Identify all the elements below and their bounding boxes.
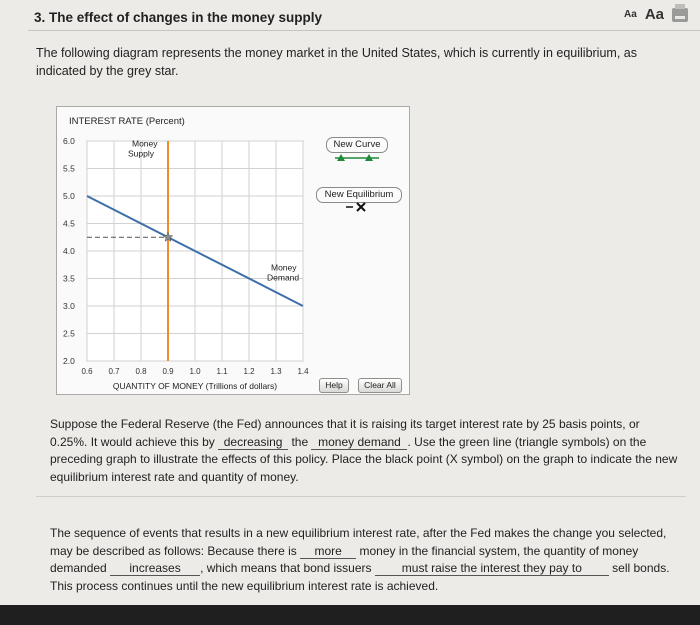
policy-text-3: . Use the green line (triangle symbols) on the preceding graph to illustrate the effects of this policy. Place the black point (X symbol) on the graph to indicate the new equilibrium interest rate and quantity of money.	[50, 434, 678, 484]
section-divider	[36, 496, 686, 497]
intro-text: The following diagram represents the money market in the United States, which is currently in equilibrium, as indicated by the grey star.	[36, 46, 637, 78]
policy-action-dropdown[interactable]: decreasing	[218, 435, 288, 450]
y-tick-label: 4.0	[63, 246, 75, 256]
x-tick-label: 0.7	[108, 367, 120, 376]
y-tick-label: 6.0	[63, 136, 75, 146]
money-demand-label: Demand	[267, 272, 300, 283]
money-supply-label: Supply	[128, 148, 154, 159]
bond-issuer-dropdown[interactable]: must raise the interest they pay to	[375, 561, 609, 576]
font-size-small-button[interactable]: Aa	[624, 9, 637, 20]
question-title: 3. The effect of changes in the money supply	[34, 10, 323, 25]
sequence-paragraph	[50, 525, 680, 595]
font-size-large-button[interactable]: Aa	[644, 6, 664, 23]
print-icon[interactable]	[672, 8, 688, 22]
new-curve-tool[interactable]	[326, 137, 388, 153]
money-supply-label: Money	[132, 138, 158, 149]
policy-text-2: the	[291, 434, 309, 449]
x-tick-label: 1.0	[189, 367, 201, 376]
bottom-bar	[0, 605, 700, 625]
y-axis-title: INTEREST RATE (Percent)	[69, 116, 185, 127]
new-curve-icon[interactable]	[333, 152, 381, 162]
new-curve-label: New Curve	[333, 139, 381, 150]
new-equilibrium-icon[interactable]	[345, 202, 371, 212]
y-tick-label: 3.0	[63, 301, 75, 311]
quantity-change-dropdown[interactable]: increases	[110, 561, 200, 576]
help-button[interactable]: Help	[319, 378, 349, 393]
policy-text-1: Suppose the Federal Reserve (the Fed) announces that it is raising its target interest rate by 25 basis points, or 0.25%. It would achieve this by	[50, 417, 640, 449]
font-size-tools	[624, 6, 688, 23]
y-tick-label: 2.5	[63, 328, 75, 339]
sequence-text-4: sell bonds. This process continues until the new equilibrium interest rate is achieved.	[50, 561, 670, 593]
x-tick-label: 0.8	[135, 367, 147, 376]
y-tick-label: 3.5	[63, 273, 75, 284]
y-tick-label: 4.5	[63, 218, 75, 229]
money-demand-label: Money	[271, 262, 297, 273]
x-tick-label: 1.3	[270, 367, 282, 376]
sequence-text-1: The sequence of events that results in a new equilibrium interest rate, after the Fed makes the change you selected, may be described as follows: Because there is	[50, 526, 667, 558]
x-tick-label: 1.4	[297, 367, 309, 376]
x-tick-label: 0.6	[81, 367, 93, 376]
x-tick-label: 1.2	[243, 367, 255, 376]
sequence-text-2: money in the financial system, the quantity of money demanded	[50, 543, 639, 575]
x-tick-label: 0.9	[162, 367, 174, 376]
x-axis-title: QUANTITY OF MONEY (Trillions of dollars)	[112, 381, 278, 391]
y-tick-label: 2.0	[63, 356, 75, 366]
clear-all-button[interactable]: Clear All	[358, 378, 402, 393]
money-market-graph[interactable]	[56, 106, 410, 395]
y-tick-label: 5.5	[63, 163, 75, 174]
new-equilibrium-tool[interactable]	[316, 187, 402, 203]
x-tick-label: 1.1	[216, 367, 228, 376]
title-divider	[28, 30, 700, 31]
policy-target-dropdown[interactable]: money demand	[311, 435, 407, 450]
money-amount-dropdown[interactable]: more	[300, 544, 356, 559]
policy-paragraph	[50, 416, 680, 486]
y-tick-label: 5.0	[63, 191, 75, 201]
sequence-text-3: , which means that bond issuers	[200, 561, 372, 575]
new-equilibrium-label: New Equilibrium	[324, 189, 394, 200]
